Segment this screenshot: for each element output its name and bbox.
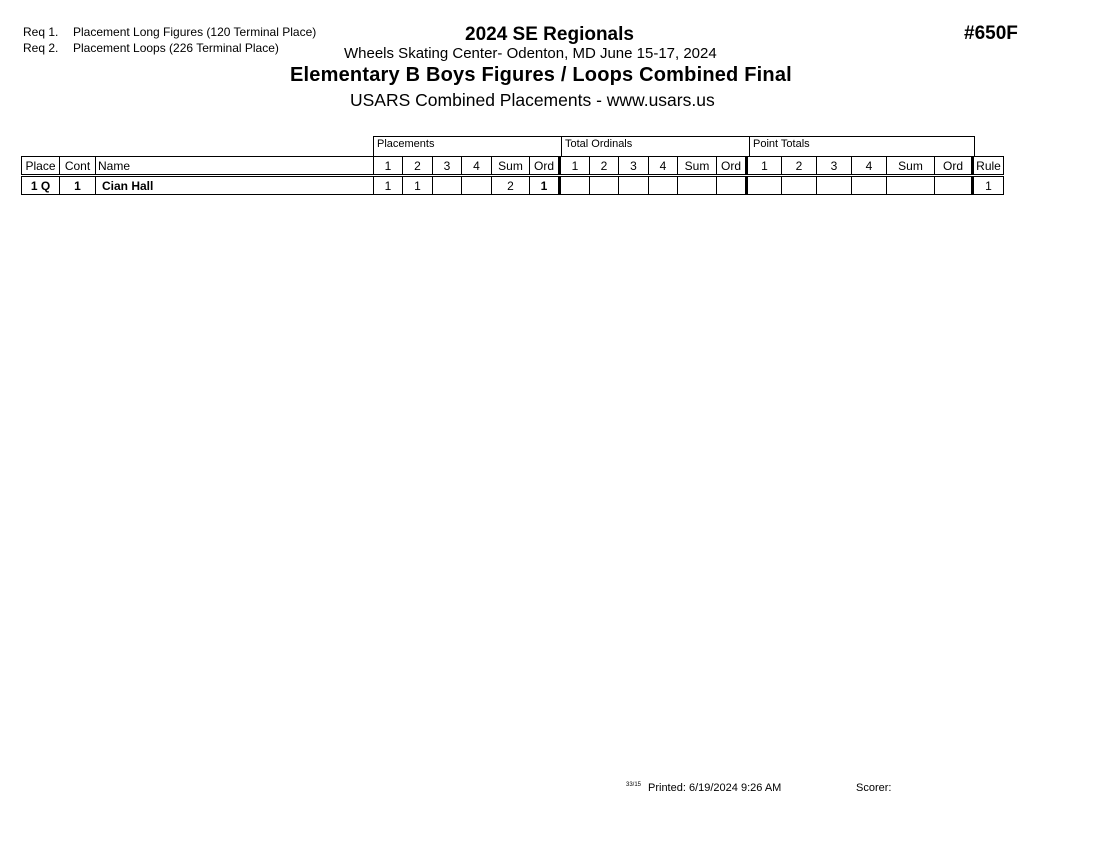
col-place: Place xyxy=(22,157,60,176)
cell-points-ord xyxy=(935,176,973,195)
event-name: Elementary B Boys Figures / Loops Combined Final xyxy=(290,64,792,86)
col-points-4: 4 xyxy=(852,157,887,176)
group-point-totals: Point Totals xyxy=(749,136,975,156)
col-cont: Cont xyxy=(60,157,96,176)
col-points-3: 3 xyxy=(817,157,852,176)
cell-ordinal-ord xyxy=(717,176,747,195)
cell-points-2 xyxy=(782,176,817,195)
printed-timestamp: Printed: 6/19/2024 9:26 AM xyxy=(648,782,782,794)
col-ordinal-ord: Ord xyxy=(717,157,747,176)
venue-line: Wheels Skating Center- Odenton, MD June 15-17, 2024 xyxy=(344,45,717,62)
cell-points-sum xyxy=(887,176,935,195)
cell-ordinal-1 xyxy=(560,176,590,195)
cell-placement-sum: 2 xyxy=(492,176,530,195)
col-name: Name xyxy=(96,157,374,176)
cell-name: Cian Hall xyxy=(96,176,374,195)
table-header-row xyxy=(22,157,1004,176)
cell-ordinal-4 xyxy=(649,176,678,195)
col-placement-ord: Ord xyxy=(530,157,560,176)
cell-placement-ord: 1 xyxy=(530,176,560,195)
cell-rule: 1 xyxy=(973,176,1004,195)
cell-placement-1: 1 xyxy=(374,176,403,195)
col-rule: Rule xyxy=(973,157,1004,176)
cell-ordinal-2 xyxy=(590,176,619,195)
col-ordinal-2: 2 xyxy=(590,157,619,176)
requirement-text: Placement Loops (226 Terminal Place) xyxy=(73,41,279,55)
cell-cont: 1 xyxy=(60,176,96,195)
col-placement-4: 4 xyxy=(462,157,492,176)
cell-place: 1 Q xyxy=(22,176,60,195)
col-points-2: 2 xyxy=(782,157,817,176)
cell-points-4 xyxy=(852,176,887,195)
competition-title: 2024 SE Regionals xyxy=(465,24,634,45)
requirement-1 xyxy=(23,25,316,39)
col-ordinal-3: 3 xyxy=(619,157,649,176)
results-table xyxy=(21,156,1004,195)
col-placement-sum: Sum xyxy=(492,157,530,176)
col-ordinal-1: 1 xyxy=(560,157,590,176)
table-row xyxy=(22,176,1004,195)
col-points-sum: Sum xyxy=(887,157,935,176)
cell-points-3 xyxy=(817,176,852,195)
cell-ordinal-sum xyxy=(678,176,717,195)
cell-placement-4 xyxy=(462,176,492,195)
cell-ordinal-3 xyxy=(619,176,649,195)
requirement-text: Placement Long Figures (120 Terminal Place) xyxy=(73,25,317,39)
requirement-2 xyxy=(23,41,279,55)
group-total-ordinals: Total Ordinals xyxy=(561,136,750,156)
col-placement-1: 1 xyxy=(374,157,403,176)
requirement-number: Req 1. xyxy=(23,25,59,39)
col-points-1: 1 xyxy=(747,157,782,176)
footer-code: 33/15 xyxy=(626,782,642,788)
cell-points-1 xyxy=(747,176,782,195)
col-placement-3: 3 xyxy=(433,157,462,176)
col-placement-2: 2 xyxy=(403,157,433,176)
scorer-label: Scorer: xyxy=(856,782,892,794)
requirement-number: Req 2. xyxy=(23,41,59,55)
col-ordinal-sum: Sum xyxy=(678,157,717,176)
col-ordinal-4: 4 xyxy=(649,157,678,176)
event-number: #650F xyxy=(964,23,1018,44)
col-points-ord: Ord xyxy=(935,157,973,176)
group-placements: Placements xyxy=(373,136,562,156)
site-line: USARS Combined Placements - www.usars.us xyxy=(350,90,715,110)
cell-placement-2: 1 xyxy=(403,176,433,195)
cell-placement-3 xyxy=(433,176,462,195)
